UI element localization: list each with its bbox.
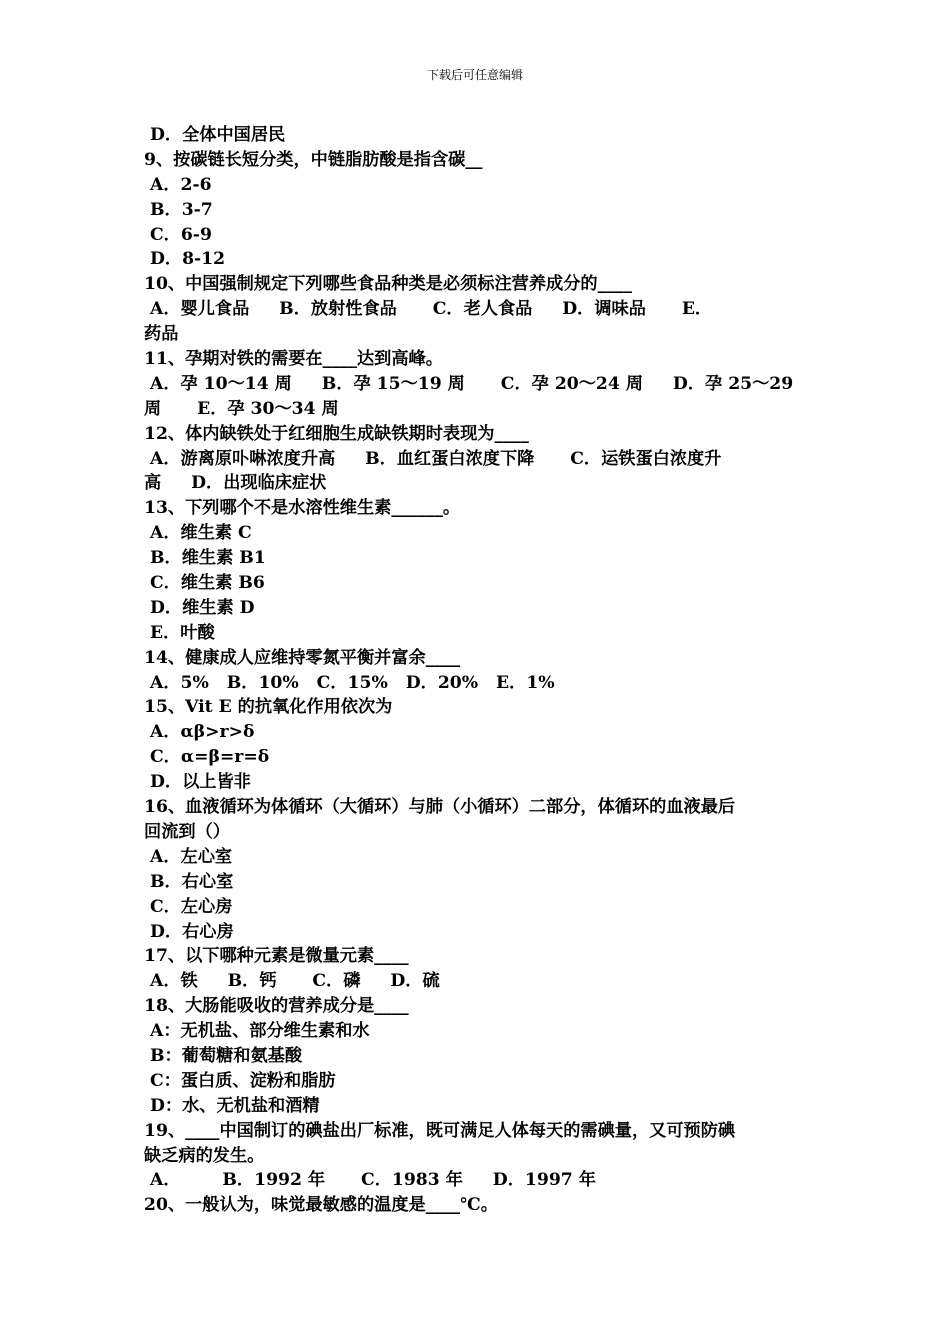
text-line: A．5% B．10% C．15% D．20% E．1% <box>144 672 555 693</box>
text-line: C．α=β=r=δ <box>144 747 270 768</box>
text-line: 12、体内缺铁处于红细胞生成缺铁期时表现为____ <box>144 423 529 444</box>
text-line: B：葡萄糖和氨基酸 <box>144 1045 303 1066</box>
text-line: C：蛋白质、淀粉和脂肪 <box>144 1070 336 1091</box>
text-line: 周 E．孕 30～34 周 <box>144 398 339 419</box>
text-line: A．αβ>r>δ <box>144 722 255 743</box>
text-line: 缺乏病的发生。 <box>144 1145 265 1166</box>
text-line: D：水、无机盐和酒精 <box>144 1095 320 1116</box>
text-line: B．维生素 B1 <box>144 548 266 569</box>
text-line: B．右心室 <box>144 871 234 892</box>
text-line: A．2-6 <box>144 174 212 195</box>
text-line: A：无机盐、部分维生素和水 <box>144 1021 370 1042</box>
text-line: A． B．1992 年 C．1983 年 D．1997 年 <box>144 1170 596 1191</box>
text-line: C．6-9 <box>144 224 212 245</box>
text-line: A．维生素 C <box>144 523 252 544</box>
text-line: D．以上皆非 <box>144 772 251 793</box>
text-line: 18、大肠能吸收的营养成分是____ <box>144 996 409 1017</box>
text-line: 回流到（） <box>144 821 230 842</box>
text-line: D．8-12 <box>144 249 226 270</box>
text-line: D．维生素 D <box>144 597 255 618</box>
text-line: C．维生素 B6 <box>144 573 265 594</box>
text-line: 20、一般认为，味觉最敏感的温度是____℃。 <box>144 1195 498 1216</box>
text-line: 药品 <box>144 324 179 345</box>
question-list <box>144 123 810 1218</box>
text-line: 17、以下哪种元素是微量元素____ <box>144 946 409 967</box>
text-line: 16、血液循环为体循环（大循环）与肺（小循环）二部分，体循环的血液最后 <box>144 797 736 818</box>
text-line: C．左心房 <box>144 896 233 917</box>
text-line: 14、健康成人应维持零氮平衡并富余____ <box>144 647 461 668</box>
text-line: 9、按碳链长短分类，中链脂肪酸是指含碳__ <box>144 149 483 170</box>
text-line: 13、下列哪个不是水溶性维生素______。 <box>144 498 461 519</box>
text-line: A．左心室 <box>144 846 233 867</box>
text-line: 10、中国强制规定下列哪些食品种类是必须标注营养成分的____ <box>144 274 632 295</box>
text-line: A．游离原卟啉浓度升高 B．血红蛋白浓度下降 C．运铁蛋白浓度升 <box>144 448 722 469</box>
text-line: 11、孕期对铁的需要在____达到高峰。 <box>144 349 443 370</box>
text-line: D．右心房 <box>144 921 234 942</box>
text-line: A．婴儿食品 B．放射性食品 C．老人食品 D．调味品 E． <box>144 299 713 320</box>
text-line: 高 D．出现临床症状 <box>144 473 327 494</box>
text-line: E．叶酸 <box>144 622 215 643</box>
text-line: D．全体中国居民 <box>144 125 286 145</box>
header-note: 下载后可任意编辑 <box>426 68 523 82</box>
text-line: A．孕 10～14 周 B．孕 15～19 周 C．孕 20～24 周 D．孕 25～29 <box>144 373 794 394</box>
text-line: A．铁 B．钙 C．磷 D．硫 <box>144 971 440 992</box>
text-line: 19、____中国制订的碘盐出厂标准，既可满足人体每天的需碘量，又可预防碘 <box>144 1120 736 1141</box>
text-line: 15、Vit E 的抗氧化作用依次为 <box>144 697 393 718</box>
text-line: B．3-7 <box>144 199 213 220</box>
